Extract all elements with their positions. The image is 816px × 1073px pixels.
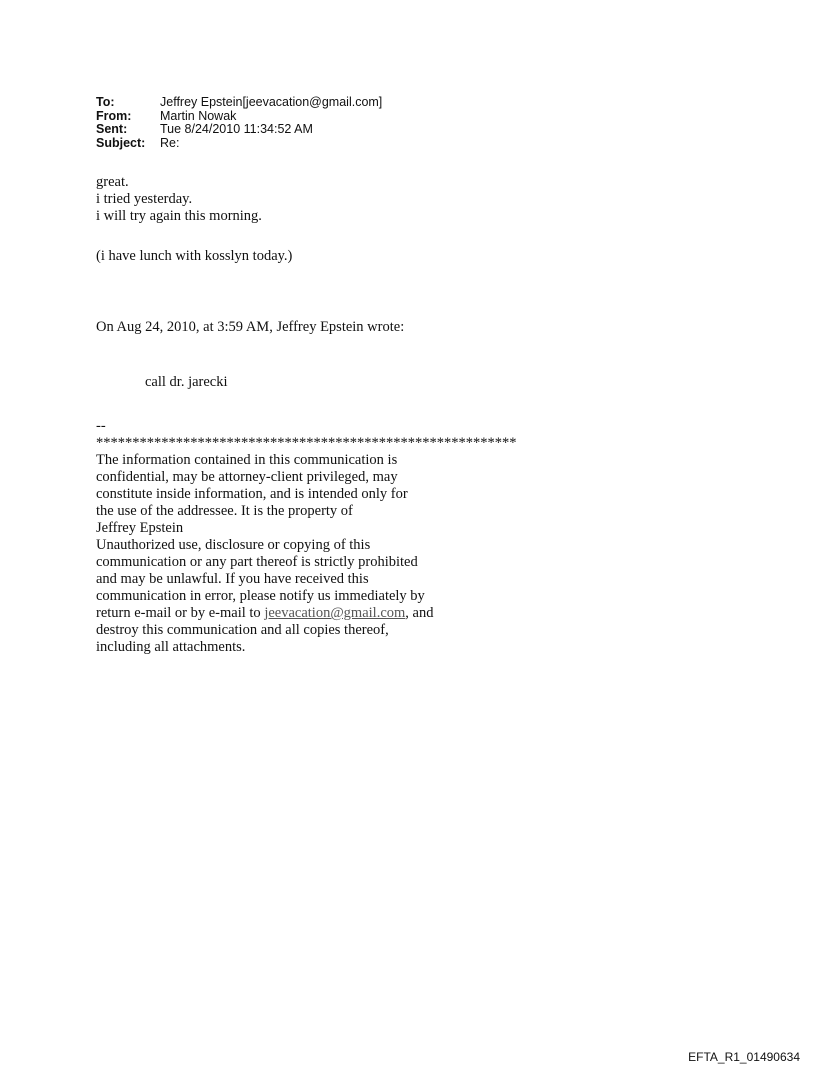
body-line: i will try again this morning.	[96, 208, 262, 224]
body-line: i tried yesterday.	[96, 191, 193, 207]
email-line-prefix: return e-mail or by e-mail to	[96, 605, 265, 621]
disclaimer-line: the use of the addressee. It is the property of	[96, 503, 353, 519]
disclaimer-line: destroy this communication and all copies thereof,	[96, 622, 389, 638]
aside-text	[96, 248, 616, 265]
email-line-suffix: , and	[405, 605, 434, 621]
quoted-message	[145, 374, 665, 391]
from-label: From:	[96, 108, 132, 123]
body-line: great.	[96, 174, 129, 190]
message-body	[96, 174, 616, 225]
disclaimer-line: confidential, may be attorney-client privileged, may	[96, 469, 398, 485]
from-value: Martin Nowak	[160, 108, 237, 123]
signature-dashes: --	[96, 418, 106, 434]
signature-block	[96, 418, 616, 656]
disclaimer-line: and may be unlawful. If you have received this	[96, 571, 369, 587]
quote-intro-line: On Aug 24, 2010, at 3:59 AM, Jeffrey Epstein wrote:	[96, 319, 405, 335]
disclaimer-line: Unauthorized use, disclosure or copying of this	[96, 537, 371, 553]
from-row	[96, 110, 382, 124]
disclaimer-line: constitute inside information, and is intended only for	[96, 486, 408, 502]
disclaimer-line: The information contained in this communication is	[96, 452, 398, 468]
sent-row	[96, 123, 382, 137]
disclaimer-line: including all attachments.	[96, 639, 246, 655]
quote-intro	[96, 319, 616, 336]
email-header	[96, 96, 382, 150]
to-value: Jeffrey Epstein[jeevacation@gmail.com]	[160, 95, 383, 109]
disclaimer-line: communication or any part thereof is strictly prohibited	[96, 554, 418, 570]
disclaimer-line: Jeffrey Epstein	[96, 520, 184, 536]
quoted-line: call dr. jarecki	[145, 374, 228, 390]
sent-label: Sent:	[96, 122, 128, 136]
subject-value: Re:	[160, 135, 180, 150]
document-id: EFTA_R1_01490634	[688, 1050, 800, 1064]
subject-row	[96, 137, 382, 151]
to-label: To:	[96, 95, 115, 109]
aside-line: (i have lunch with kosslyn today.)	[96, 248, 293, 264]
disclaimer-email-line	[96, 605, 616, 622]
sent-value: Tue 8/24/2010 11:34:52 AM	[160, 122, 313, 136]
subject-label: Subject:	[96, 135, 146, 150]
disclaimer-line: communication in error, please notify us immediately by	[96, 588, 425, 604]
signature-stars: **********************************************************	[96, 435, 517, 451]
email-link[interactable]: jeevacation@gmail.com	[264, 605, 406, 621]
to-row	[96, 96, 382, 110]
